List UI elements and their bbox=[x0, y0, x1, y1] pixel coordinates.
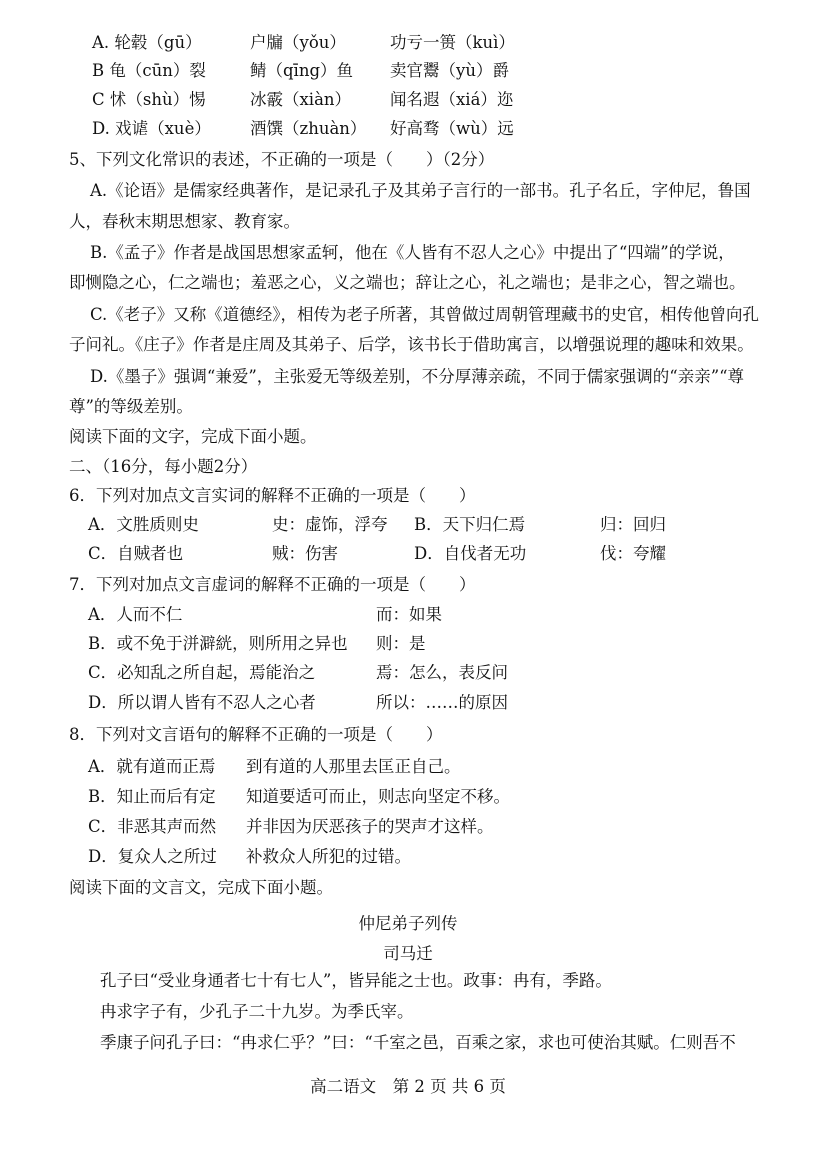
q4-option-c-3: 闻名遐（xiá）迩 bbox=[390, 90, 514, 109]
passage-paragraph-1: 孔子曰“受业身通者七十有七人”，皆异能之士也。政事：冉有，季路。 bbox=[100, 971, 612, 990]
passage-title: 仲尼弟子列传 bbox=[358, 914, 458, 933]
q5-option-b-line2: 即恻隐之心，仁之端也；羞恶之心，义之端也；辞让之心，礼之端也；是非之心，智之端也。 bbox=[69, 273, 746, 292]
q6-option-a-gloss: 史：虚饰，浮夸 bbox=[272, 515, 388, 534]
q4-option-d-3: 好高骛（wù）远 bbox=[390, 119, 514, 138]
q8-option-d: D．复众人之所过 bbox=[88, 847, 217, 866]
q6-option-c-gloss: 贼：伤害 bbox=[272, 544, 338, 563]
q8-stem: 8．下列对文言语句的解释不正确的一项是（ ） bbox=[69, 725, 443, 744]
q5-option-d-line1: D.《墨子》强调“兼爱”，主张爱无等级差别，不分厚薄亲疏，不同于儒家强调的“亲亲”“尊 bbox=[90, 367, 745, 386]
q7-option-c-gloss: 焉：怎么，表反问 bbox=[376, 663, 508, 682]
q6-option-b-gloss: 归：回归 bbox=[600, 515, 666, 534]
q4-option-b-1: B 龟（cūn）裂 bbox=[92, 61, 206, 80]
q7-option-d: D．所以谓人皆有不忍人之心者 bbox=[88, 693, 316, 712]
q7-option-b: B．或不免于洴澼絖，则所用之异也 bbox=[88, 634, 348, 653]
q5-option-d-line2: 尊”的等级差别。 bbox=[69, 397, 193, 416]
q8-option-c-gloss: 并非因为厌恶孩子的哭声才这样。 bbox=[246, 817, 494, 836]
q5-option-c-line2: 子问礼。《庄子》作者是庄周及其弟子、后学，该书长于借助寓言，以增强说理的趣味和效果。 bbox=[69, 335, 754, 354]
q6-option-a: A．文胜质则史 bbox=[88, 515, 199, 534]
q7-option-a-gloss: 而：如果 bbox=[376, 605, 442, 624]
q4-option-b-2: 鲭（qīng）鱼 bbox=[250, 61, 354, 80]
q8-option-b: B．知止而后有定 bbox=[88, 787, 216, 806]
q7-option-c: C．必知乱之所自起，焉能治之 bbox=[88, 663, 316, 682]
q5-option-c-line1: C.《老子》又称《道德经》，相传为老子所著，其曾做过周朝管理藏书的史官，相传他曾向孔 bbox=[90, 305, 760, 324]
q7-option-b-gloss: 则：是 bbox=[376, 634, 426, 653]
q4-option-a-3: 功亏一篑（kuì） bbox=[390, 33, 515, 52]
q7-stem: 7．下列对加点文言虚词的解释不正确的一项是（ ） bbox=[69, 575, 476, 594]
q4-option-c-2: 冰霰（xiàn） bbox=[250, 90, 352, 109]
q4-option-c-1: C 怵（shù）惕 bbox=[92, 90, 206, 109]
reading-instruction-1: 阅读下面的文字，完成下面小题。 bbox=[69, 427, 317, 446]
q5-option-a-line2: 人，春秋末期思想家、教育家。 bbox=[69, 212, 300, 231]
passage-author: 司马迁 bbox=[383, 944, 433, 963]
q8-option-a: A．就有道而正焉 bbox=[88, 757, 216, 776]
q4-option-a-2: 户牖（yǒu） bbox=[250, 33, 346, 52]
q8-option-b-gloss: 知道要适可而止，则志向坚定不移。 bbox=[246, 787, 510, 806]
q6-option-b: B．天下归仁焉 bbox=[414, 515, 526, 534]
passage-paragraph-3: 季康子问孔子曰：“冉求仁乎？”曰：“千室之邑，百乘之家，求也可使治其赋。仁则吾不 bbox=[100, 1033, 736, 1052]
q8-option-a-gloss: 到有道的人那里去匡正自己。 bbox=[246, 757, 461, 776]
q7-option-d-gloss: 所以：……的原因 bbox=[376, 693, 508, 712]
q6-option-d-gloss: 伐：夸耀 bbox=[600, 544, 666, 563]
section-2-heading: 二、（16分，每小题2分） bbox=[69, 457, 258, 476]
q6-stem: 6．下列对加点文言实词的解释不正确的一项是（ ） bbox=[69, 486, 476, 505]
q6-option-c: C．自贼者也 bbox=[88, 544, 184, 563]
q8-option-c: C．非恶其声而然 bbox=[88, 817, 217, 836]
q5-option-a-line1: A.《论语》是儒家经典著作，是记录孔子及其弟子言行的一部书。孔子名丘，字仲尼，鲁国 bbox=[90, 181, 751, 200]
q8-option-d-gloss: 补救众人所犯的过错。 bbox=[246, 847, 411, 866]
page-footer: 高二语文 第 2 页 共 6 页 bbox=[310, 1077, 506, 1096]
q4-option-a-1: A. 轮毂（gū） bbox=[92, 33, 202, 52]
q7-option-a: A．人而不仁 bbox=[88, 605, 183, 624]
q4-option-d-2: 酒馔（zhuàn） bbox=[250, 119, 367, 138]
q6-option-d: D．自伐者无功 bbox=[414, 544, 527, 563]
q5-option-b-line1: B.《孟子》作者是战国思想家孟轲，他在《人皆有不忍人之心》中提出了“四端”的学说， bbox=[90, 243, 735, 262]
passage-paragraph-2: 冉求字子有，少孔子二十九岁。为季氏宰。 bbox=[100, 1002, 414, 1021]
q5-stem: 5、下列文化常识的表述，不正确的一项是（ ）（2分） bbox=[69, 150, 495, 169]
reading-instruction-2: 阅读下面的文言文，完成下面小题。 bbox=[69, 878, 333, 897]
q4-option-d-1: D. 戏谑（xuè） bbox=[92, 119, 211, 138]
q4-option-b-3: 卖官鬻（yù）爵 bbox=[390, 61, 509, 80]
